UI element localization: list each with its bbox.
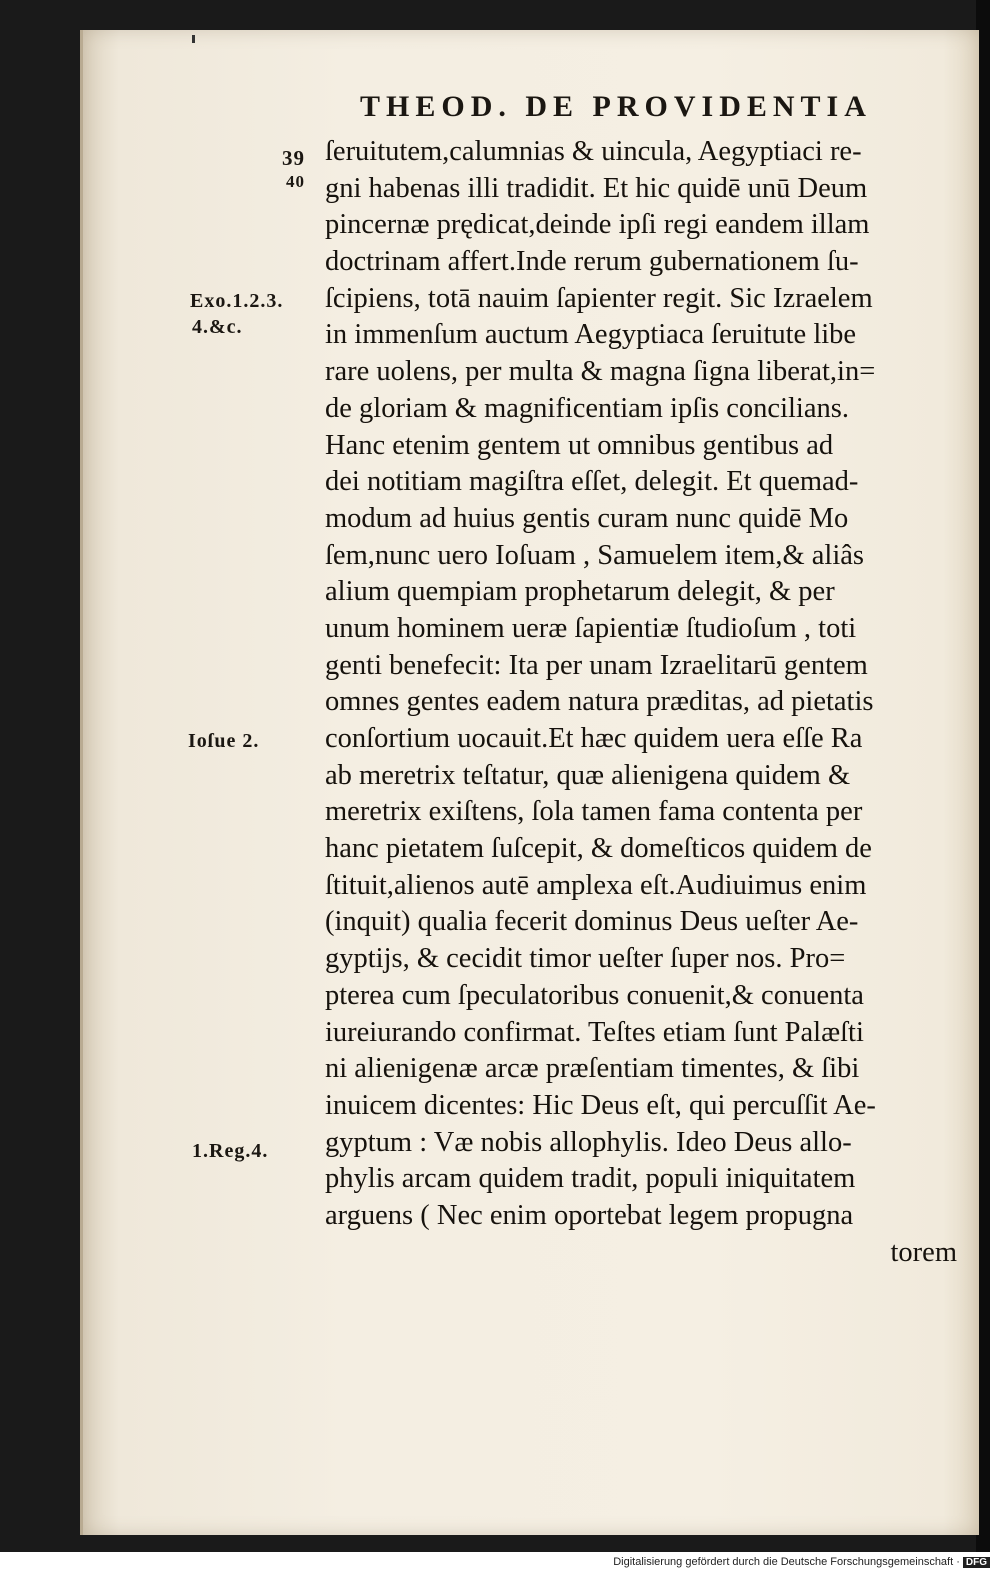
text-line: Hanc etenim gentem ut omnibus gentibus ad (325, 429, 834, 461)
running-head: THEOD. DE PROVIDENTIA (360, 90, 872, 123)
margin-note-josue: Ioſue 2. (188, 730, 260, 752)
text-line: gyptum : Væ nobis allophylis. Ideo Deus allo- (325, 1126, 852, 1158)
text-line: alium quempiam prophetarum delegit, & per (325, 576, 835, 608)
text-line: arguens ( Nec enim oportebat legem propugna (325, 1199, 854, 1231)
text-line: ni alienigenæ arcæ præſentiam timentes, & ſibi (325, 1053, 860, 1085)
margin-note-reg: 1.Reg.4. (192, 1140, 269, 1162)
text-line: doctrinam affert.Inde rerum gubernationem ſu- (325, 246, 859, 278)
text-line: gni habenas illi tradidit. Et hic quidē unū Deum (325, 172, 868, 204)
text-line: inuicem dicentes: Hic Deus eſt, qui percuſſit Ae- (325, 1089, 876, 1121)
text-line: ſeruitutem,calumnias & uincula, Aegyptiaci re- (325, 136, 862, 167)
text-line: iureiurando confirmat. Teſtes etiam ſunt Palæſti (325, 1016, 864, 1048)
text-line: hanc pietatem ſuſcepit, & domeſticos quidem de (325, 833, 872, 865)
text-line: phylis arcam quidem tradit, populi iniquitatem (325, 1163, 856, 1195)
text-line: (inquit) qualia fecerit dominus Deus ueſter Ae- (325, 906, 859, 938)
text-line: conſortium uocauit.Et hæc quidem uera eſſe Ra (325, 723, 863, 754)
margin-note-exodus-cont: 4.&c. (192, 316, 243, 338)
body-text (325, 134, 965, 1271)
text-line: pincernæ prędicat,deinde ipſi regi eandem illam (325, 209, 870, 241)
text-line: rare uolens, per multa & magna ſigna liberat,in= (325, 356, 876, 388)
text-line: dei notitiam magiſtra eſſet, delegit. Et quemad- (325, 466, 859, 498)
line-number-40: 40 (286, 172, 305, 191)
text-line: in immenſum auctum Aegyptiaca ſeruitute libe (325, 319, 857, 351)
margin-note-exodus: Exo.1.2.3. (190, 290, 284, 312)
text-line: ſem,nunc uero Ioſuam , Samuelem item,& aliâs (325, 539, 864, 571)
text-line: meretrix exiſtens, ſola tamen fama contenta per (325, 796, 863, 828)
text-line: de gloriam & magnificentiam ipſis concilians. (325, 392, 849, 424)
text-line: unum hominem ueræ ſapientiæ ſtudioſum , toti (325, 612, 857, 644)
digitization-credit (613, 1556, 990, 1568)
dfg-logo: DFG (963, 1557, 990, 1568)
text-line: pterea cum ſpeculatoribus conuenit,& conuenta (325, 979, 864, 1011)
text-line: ab meretrix teſtatur, quæ alienigena quidem & (325, 759, 851, 791)
catchword: torem (890, 1236, 957, 1268)
text-line: ſcipiens, totā nauim ſapienter regit. Sic Izraelem (325, 282, 873, 314)
line-number-39: 39 (282, 146, 305, 170)
text-line: genti benefecit: Ita per unam Izraelitarū gentem (325, 649, 868, 681)
text-line: ſtituit,alienos autē amplexa eſt.Audiuimus enim (325, 869, 867, 901)
text-line: modum ad huius gentis curam nunc quidē Mo (325, 502, 849, 534)
ink-mark (192, 35, 195, 43)
text-line: omnes gentes eadem natura præditas, ad pietatis (325, 686, 874, 718)
text-line: gyptijs, & cecidit timor ueſter ſuper nos. Pro= (325, 943, 846, 975)
credit-text: Digitalisierung gefördert durch die Deutsche Forschungsgemeinschaft · (613, 1556, 960, 1568)
